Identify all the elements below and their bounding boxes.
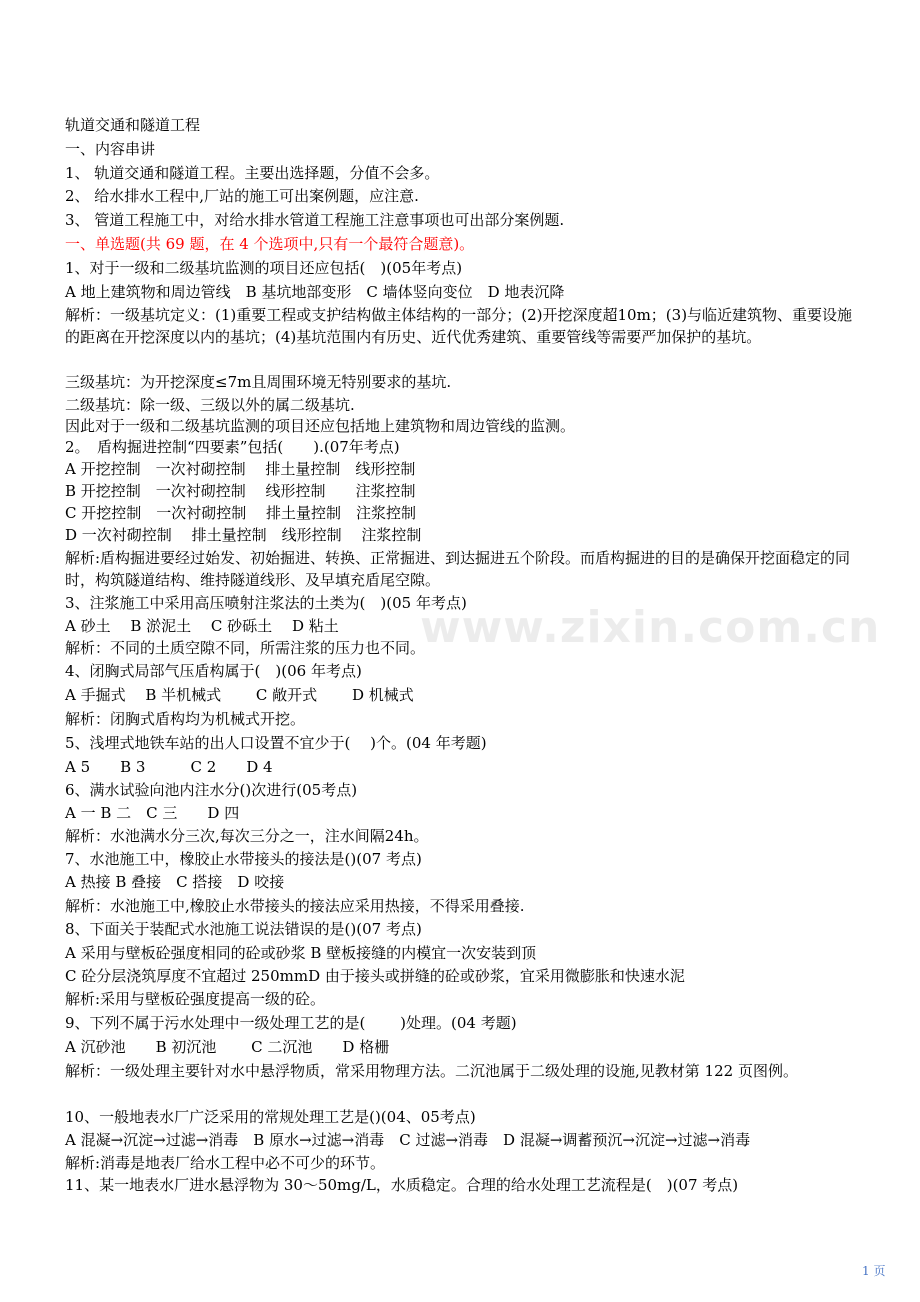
question: 1、对于一级和二级基坑监测的项目还应包括( )(05年考点): [65, 259, 463, 277]
paragraph: 二级基坑：除一级、三级以外的属二级基坑.: [65, 396, 355, 414]
options: A 砂土 B 淤泥土 C 砂砾土 D 粘土: [65, 617, 339, 635]
analysis: 解析:盾构掘进要经过始发、初始掘进、转换、正常掘进、到达掘进五个阶段。而盾构掘进的目的是确保开挖面稳定的同时，构筑隧道结构、维持隧道线形、及早填充盾尾空隙。: [65, 549, 851, 589]
question: 2。 盾构掘进控制“四要素”包括( ).(07年考点): [65, 438, 400, 456]
analysis: 解析：水池施工中,橡胶止水带接头的接法应采用热接，不得采用叠接.: [65, 897, 525, 915]
options: A 混凝→沉淀→过滤→消毒 B 原水→过滤→消毒 C 过滤→消毒 D 混凝→调蓄预沉→沉淀→过滤→消毒: [65, 1131, 751, 1149]
options: A 地上建筑物和周边管线 B 基坑地部变形 C 墙体竖向变位 D 地表沉降: [65, 283, 565, 301]
document-title: 轨道交通和隧道工程: [65, 116, 201, 134]
question: 9、下列不属于污水处理中一级处理工艺的是( )处理。(04 考题): [65, 1014, 517, 1032]
question: 5、浅埋式地铁车站的出人口设置不宜少于( )个。(04 年考题): [65, 734, 487, 752]
analysis: 解析:消毒是地表厂给水工程中必不可少的环节。: [65, 1154, 386, 1172]
watermark: www.zixin.com.cn: [420, 602, 881, 653]
analysis: 解析：不同的土质空隙不同，所需注浆的压力也不同。: [65, 639, 426, 657]
option: B 开挖控制 一次衬砌控制 线形控制 注浆控制: [65, 482, 416, 500]
question: 6、满水试验向池内注水分()次进行(05考点): [65, 781, 358, 799]
analysis: 解析：闭胸式盾构均为机械式开挖。: [65, 710, 306, 728]
options: A 一 B 二 C 三 D 四: [65, 804, 240, 822]
options: A 手掘式 B 半机械式 C 敞开式 D 机械式: [65, 686, 414, 704]
option: C 砼分层浇筑厚度不宜超过 250mmD 由于接头或拼缝的砼或砂浆，宜采用微膨胀和快速水泥: [65, 967, 685, 985]
paragraph: 1、 轨道交通和隧道工程。主要出选择题，分值不会多。: [65, 164, 440, 182]
question: 7、水池施工中，橡胶止水带接头的接法是()(07 考点): [65, 850, 422, 868]
question: 11、某一地表水厂进水悬浮物为 30～50mg/L，水质稳定。合理的给水处理工艺流程是( )(07 考点): [65, 1176, 739, 1194]
section-heading: 一、内容串讲: [65, 140, 156, 158]
paragraph: 因此对于一级和二级基坑监测的项目还应包括地上建筑物和周边管线的监测。: [65, 417, 576, 435]
analysis: 解析：一级基坑定义：(1)重要工程或支护结构做主体结构的一部分；(2)开挖深度超10m；(3)与临近建筑物、重要设施的距离在开挖深度以内的基坑；(4)基坑范围内有历史、近代优秀建筑、重要管线等需要严加保护的基坑。: [65, 306, 853, 346]
question: 3、注浆施工中采用高压喷射注浆法的土类为( )(05 年考点): [65, 594, 467, 612]
paragraph: 三级基坑：为开挖深度≤7m且周围环境无特别要求的基坑.: [65, 373, 452, 391]
analysis: 解析:采用与壁板砼强度提高一级的砼。: [65, 990, 326, 1008]
question: 10、一般地表水厂广泛采用的常规处理工艺是()(04、05考点): [65, 1108, 476, 1126]
paragraph: 3、 管道工程施工中，对给水排水管道工程施工注意事项也可出部分案例题.: [65, 211, 565, 229]
question: 8、下面关于装配式水池施工说法错误的是()(07 考点): [65, 920, 422, 938]
options: A 5 B 3 C 2 D 4: [65, 758, 273, 776]
analysis: 解析：一级处理主要针对水中悬浮物质，常采用物理方法。二沉池属于二级处理的设施,见教材第 122 页图例。: [65, 1062, 798, 1080]
options: A 热接 B 叠接 C 搭接 D 咬接: [65, 873, 285, 891]
question: 4、闭胸式局部气压盾构属于( )(06 年考点): [65, 662, 362, 680]
option: D 一次衬砌控制 排土量控制 线形控制 注浆控制: [65, 526, 422, 544]
red-section-heading: 一、单选题(共 69 题，在 4 个选项中,只有一个最符合题意)。: [65, 235, 475, 253]
analysis: 解析：水池满水分三次,每次三分之一，注水间隔24h。: [65, 827, 429, 845]
page-number: 1 页: [862, 1264, 886, 1278]
option: A 采用与壁板砼强度相同的砼或砂浆 B 壁板接缝的内模宜一次安装到顶: [65, 944, 537, 962]
options: A 沉砂池 B 初沉池 C 二沉池 D 格栅: [65, 1038, 390, 1056]
paragraph: 2、 给水排水工程中,厂站的施工可出案例题，应注意.: [65, 187, 419, 205]
option: A 开挖控制 一次衬砌控制 排土量控制 线形控制: [65, 460, 416, 478]
option: C 开挖控制 一次衬砌控制 排土量控制 注浆控制: [65, 504, 417, 522]
